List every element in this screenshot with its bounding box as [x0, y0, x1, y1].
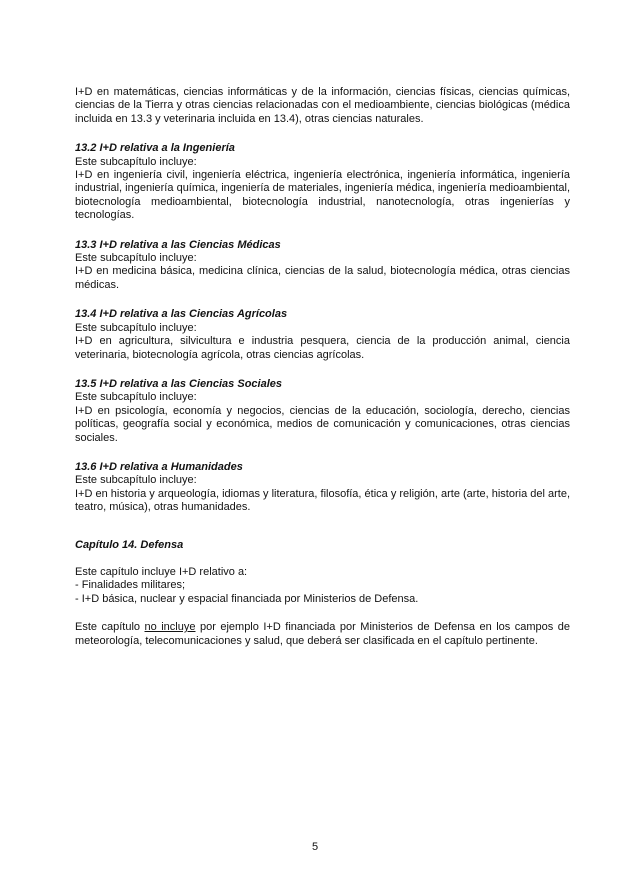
subchapter-13-4-body: I+D en agricultura, silvicultura e industria pesquera, ciencia de la producción animal, ciencia veterinaria, biotecnología agrícola, otras ciencias agrícolas. [75, 335, 570, 361]
subchapter-13-6-body: I+D en historia y arqueología, idiomas y literatura, filosofía, ética y religión, arte (arte, historia del arte, teatro, música), otras humanidades. [75, 487, 570, 514]
subchapter-13-5-heading: 13.5 I+D relativa a las Ciencias Sociales [75, 377, 282, 390]
chapter-14-heading: Capítulo 14. Defensa [75, 538, 184, 551]
subchapter-13-5-body: I+D en psicología, economía y negocios, ciencias de la educación, sociología, derecho, ciencias políticas, geografía social y económica, medios de comunicación y comunicaciones, otras ciencias sociales. [75, 404, 570, 444]
page-content [75, 86, 570, 648]
subchapter-13-6-heading: 13.6 I+D relativa a Humanidades [75, 460, 243, 473]
excludes-prefix: Este capítulo [75, 621, 145, 634]
chapter-14-includes-item-2: - I+D básica, nuclear y espacial financiada por Ministerios de Defensa. [75, 592, 419, 605]
subchapter-13-4-intro: Este subcapítulo incluye: [75, 321, 197, 334]
subchapter-13-6-intro: Este subcapítulo incluye: [75, 474, 197, 487]
page-number: 5 [311, 841, 319, 853]
chapter-14-includes-intro: Este capítulo incluye I+D relativo a: [75, 565, 248, 578]
subchapter-13-2-intro: Este subcapítulo incluye: [75, 155, 197, 168]
intro-paragraph: I+D en matemáticas, ciencias informáticas y de la información, ciencias físicas, ciencias químicas, ciencias de la Tierra y otras ciencias relacionadas con el medioambiente, ciencias biológicas (médica incluida en 13.3 y veterinaria incluida en 13.4), otras ciencias naturales. [75, 86, 570, 125]
chapter-14-includes-item-1: - Finalidades militares; [75, 579, 186, 592]
subchapter-13-3 [75, 239, 570, 293]
subchapter-13-3-intro: Este subcapítulo incluye: [75, 252, 197, 265]
subchapter-13-2-heading: 13.2 I+D relativa a la Ingeniería [75, 142, 235, 155]
subchapter-13-4 [75, 308, 570, 362]
subchapter-13-2-body: I+D en ingeniería civil, ingeniería eléctrica, ingeniería electrónica, ingeniería informática, ingeniería industrial, ingeniería química, ingeniería de materiales, ingeniería médica, ingeniería medioambiental, biotecnología medioambiental, biotecnología industrial, nanotecnología, otras ingenierías y tecnologías. [75, 169, 570, 222]
chapter-14 [75, 539, 570, 648]
subchapter-13-3-body: I+D en medicina básica, medicina clínica, ciencias de la salud, biotecnología médica, otras ciencias médicas. [75, 265, 570, 291]
subchapter-13-3-heading: 13.3 I+D relativa a las Ciencias Médicas [75, 238, 281, 251]
subchapter-13-5-intro: Este subcapítulo incluye: [75, 391, 197, 404]
subchapter-13-2 [75, 142, 570, 222]
subchapter-13-4-heading: 13.4 I+D relativa a las Ciencias Agrícolas [75, 308, 288, 321]
excludes-suffix: por ejemplo I+D financiada por Ministerios de Defensa en los campos de meteorología, telecomunicaciones y salud, que deberá ser clasificada en el capítulo pertinente. [75, 621, 570, 647]
excludes-underlined-phrase: no incluye [144, 621, 196, 634]
subchapter-13-5 [75, 378, 570, 445]
subchapter-13-6 [75, 461, 570, 515]
chapter-14-excludes-paragraph [75, 621, 570, 648]
